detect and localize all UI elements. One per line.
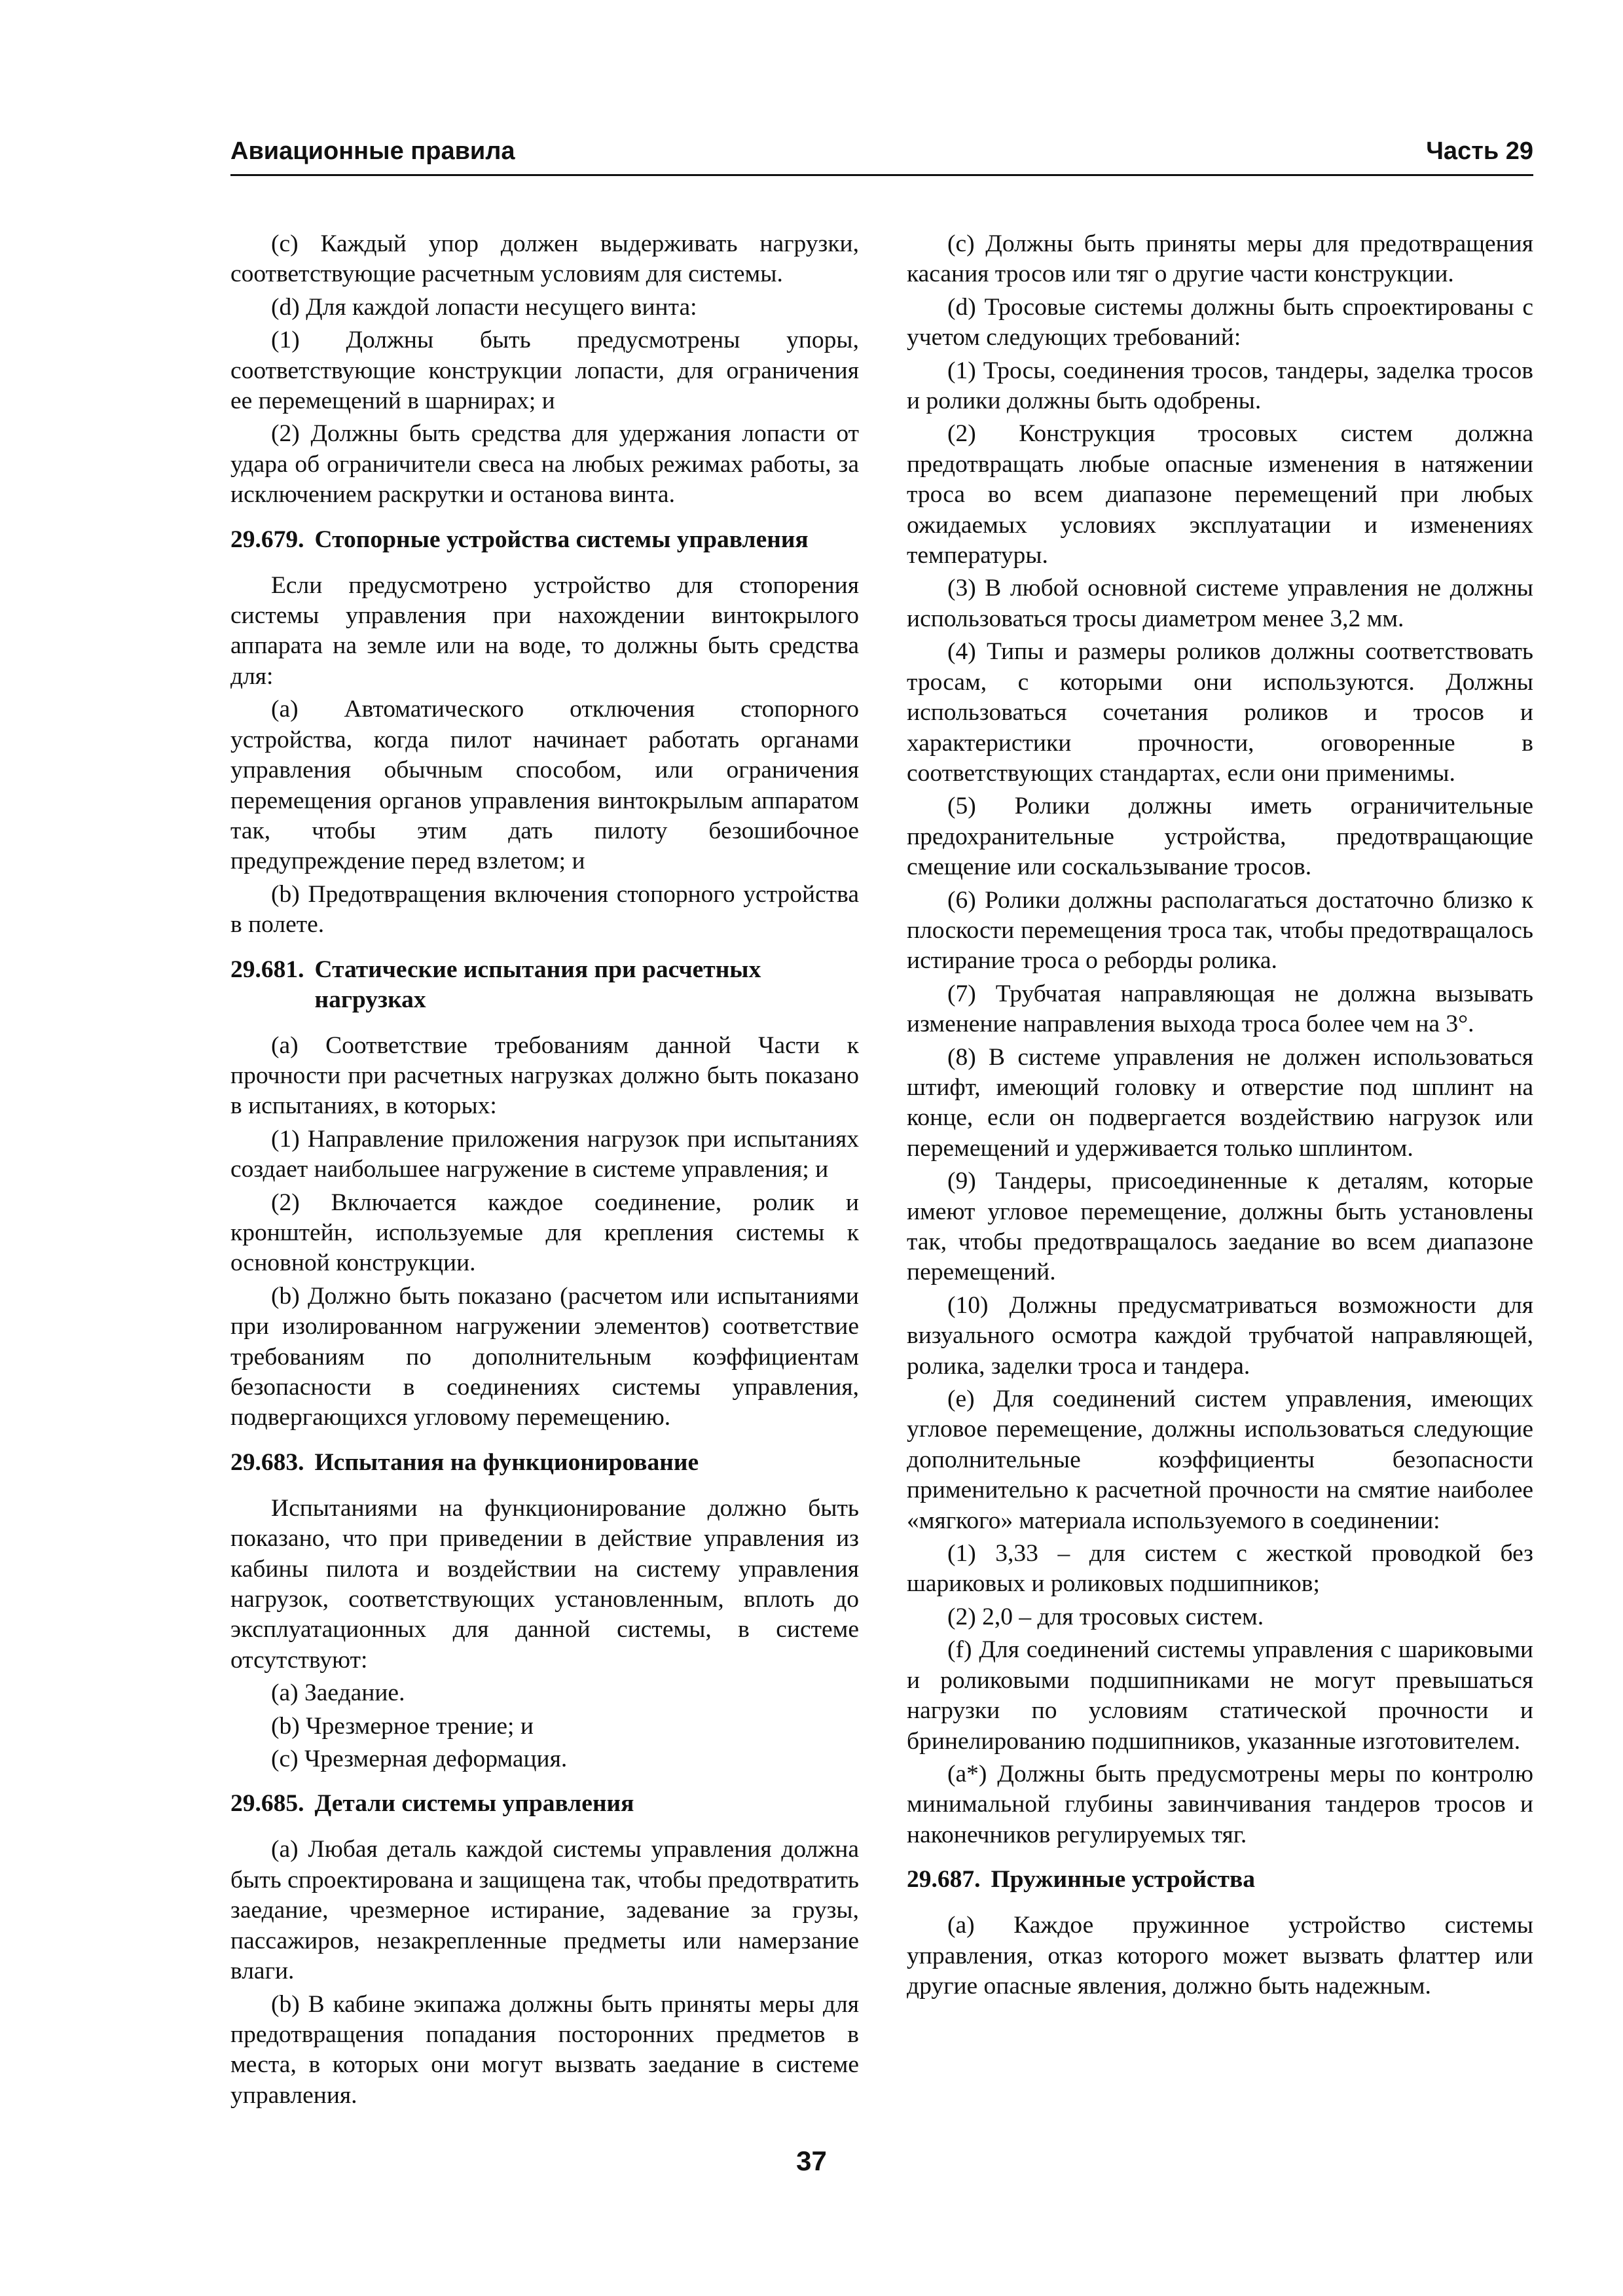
paragraph: Если предусмотрено устройство для стопорения системы управления при нахождении винтокрылого аппарата на земле или на воде, то должны быть средства для: <box>230 571 859 690</box>
section-number: 29.681. <box>230 956 304 983</box>
paragraph: (1) Направление приложения нагрузок при испытаниях создает наибольшее нагружение в системе управления; и <box>230 1125 859 1183</box>
paragraph: (10) Должны предусматриваться возможности для визуального осмотра каждой трубчатой направляющей, ролика, заделки троса и тандера. <box>907 1291 1533 1380</box>
section-title: Статические испытания при расчетных нагрузках <box>314 956 761 1013</box>
paragraph: (b) Предотвращения включения стопорного устройства в полете. <box>230 880 859 939</box>
section-heading <box>907 1865 1533 1895</box>
section-number: 29.685. <box>230 1790 304 1818</box>
paragraph: (a) Любая деталь каждой системы управления должна быть спроектирована и защищена так, чтобы предотвратить заедание, чрезмерное истирание, задевание за грузы, пассажиров, незакрепленные предметы или намерзание влаги. <box>230 1836 859 1985</box>
paragraph: (1) Должны быть предусмотрены упоры, соответствующие конструкции лопасти, для ограничения ее перемещений в шарнирах; и <box>230 327 859 415</box>
page-number: 37 <box>796 2145 827 2176</box>
paragraph: (b) Чрезмерное трение; и <box>271 1712 534 1740</box>
section-number: 29.687. <box>907 1866 981 1893</box>
section-title: Испытания на функционирование <box>314 1448 699 1476</box>
section-title: Пружинные устройства <box>991 1866 1255 1893</box>
paragraph: (a) Соответствие требованиям данной Части к прочности при расчетных нагрузках должно быть показано в испытаниях, в которых: <box>230 1031 859 1120</box>
paragraph: (b) Должно быть показано (расчетом или испытаниями при изолированном нагружении элементов) соответствие требованиям по дополнительным коэффициентам безопасности в соединениях системы управления, подвергающихся угловому перемещению. <box>230 1282 859 1431</box>
paragraph: (e) Для соединений систем управления, имеющих угловое перемещение, должны использоваться следующие дополнительные коэффициенты безопасности применительно к расчетной прочности на смятие наиболее «мягкого» материала используемого в соединении: <box>907 1386 1533 1534</box>
paragraph: (a) Автоматического отключения стопорного устройства, когда пилот начинает работать органами управления обычным способом, или ограничения перемещения органов управления винтокрылым аппаратом так, чтобы этим дать пилоту безошибочное предупреждение перед взлетом; и <box>230 696 859 875</box>
paragraph: (c) Каждый упор должен выдерживать нагрузки, соответствующие расчетным условиям для системы. <box>230 230 859 288</box>
paragraph: (3) В любой основной системе управления не должны использоваться тросы диаметром менее 3,2 мм. <box>907 575 1533 632</box>
paragraph: Испытаниями на функционирование должно быть показано, что при приведении в действие управления из кабины пилота и воздействии на систему управления нагрузок, соответствующих установленным, вплоть до эксплуатационных для данной системы, в системе отсутствуют: <box>230 1494 859 1674</box>
paragraph: (a*) Должны быть предусмотрены меры по контролю минимальной глубины завинчивания тандеров тросов и наконечников регулируемых тяг. <box>907 1760 1533 1848</box>
paragraph: (6) Ролики должны располагаться достаточно близко к плоскости перемещения троса так, чтобы предотвращалось истирание троса о реборды ролика. <box>907 886 1533 975</box>
section-number: 29.683. <box>230 1448 304 1476</box>
paragraph: (a) Каждое пружинное устройство системы управления, отказ которого может вызвать флаттер или другие опасные явления, должно быть надежным. <box>907 1912 1533 2000</box>
paragraph: (2) 2,0 – для тросовых систем. <box>947 1603 1264 1630</box>
paragraph: (f) Для соединений системы управления с шариковыми и роликовыми подшипниками не могут превышаться нагрузки по условиям статической прочности и бринелированию подшипников, указанные изготовителем. <box>907 1636 1533 1755</box>
header-part: Часть 29 <box>1426 137 1533 165</box>
running-header <box>230 131 1533 176</box>
paragraph: (5) Ролики должны иметь ограничительные предохранительные устройства, предотвращающие смещение или соскальзывание тросов. <box>907 793 1533 881</box>
paragraph: (4) Типы и размеры роликов должны соответствовать тросам, с которыми они используются. Должны использоваться сочетания роликов и тросов и характеристики прочности, оговоренные в соответствующих стандартах, если они применимы. <box>907 638 1533 787</box>
left-column <box>230 229 859 2111</box>
paragraph: (d) Тросовые системы должны быть спроектированы с учетом следующих требований: <box>907 293 1533 351</box>
paragraph: (a) Заедание. <box>271 1679 405 1707</box>
header-title: Авиационные правила <box>230 137 515 165</box>
paragraph: (c) Должны быть приняты меры для предотвращения касания тросов или тяг о другие части конструкции. <box>907 230 1533 288</box>
section-title: Стопорные устройства системы управления <box>314 526 809 553</box>
paragraph: (7) Трубчатая направляющая не должна вызывать изменение направления выхода троса более чем на 3°. <box>907 980 1533 1038</box>
paragraph: (1) 3,33 – для систем с жесткой проводкой без шариковых и роликовых подшипников; <box>907 1540 1533 1598</box>
paragraph: (2) Конструкция тросовых систем должна предотвращать любые опасные изменения в натяжении троса во всем диапазоне перемещений при любых ожидаемых условиях эксплуатации и изменениях температуры. <box>907 420 1533 569</box>
paragraph: (2) Должны быть средства для удержания лопасти от удара об ограничители свеса на любых режимах работы, за исключением раскрутки и останова винта. <box>230 420 859 509</box>
paragraph: (8) В системе управления не должен использоваться штифт, имеющий головку и отверстие под шплинт на конце, если он подвергается воздействию нагрузок или перемещений и удерживается только шплинтом. <box>907 1043 1533 1162</box>
section-heading <box>230 525 859 555</box>
paragraph: (b) В кабине экипажа должны быть приняты меры для предотвращения попадания посторонних предметов в места, в которых они могут вызвать заедание в системе управления. <box>230 1990 859 2109</box>
paragraph: (1) Тросы, соединения тросов, тандеры, заделка тросов и ролики должны быть одобрены. <box>907 357 1533 415</box>
paragraph: (d) Для каждой лопасти несущего винта: <box>271 293 697 321</box>
paragraph: (2) Включается каждое соединение, ролик и кронштейн, используемые для крепления системы к основной конструкции. <box>230 1189 859 1277</box>
section-title: Детали системы управления <box>314 1790 634 1818</box>
section-heading <box>230 1448 859 1478</box>
section-number: 29.679. <box>230 526 304 553</box>
section-heading <box>230 1789 859 1819</box>
section-heading <box>230 955 859 1015</box>
paragraph: (9) Тандеры, присоединенные к деталям, которые имеют угловое перемещение, должны быть установлены так, чтобы предотвращалось заедание во всем диапазоне перемещений. <box>907 1168 1533 1286</box>
right-column <box>907 229 1533 2001</box>
paragraph: (c) Чрезмерная деформация. <box>271 1746 568 1773</box>
